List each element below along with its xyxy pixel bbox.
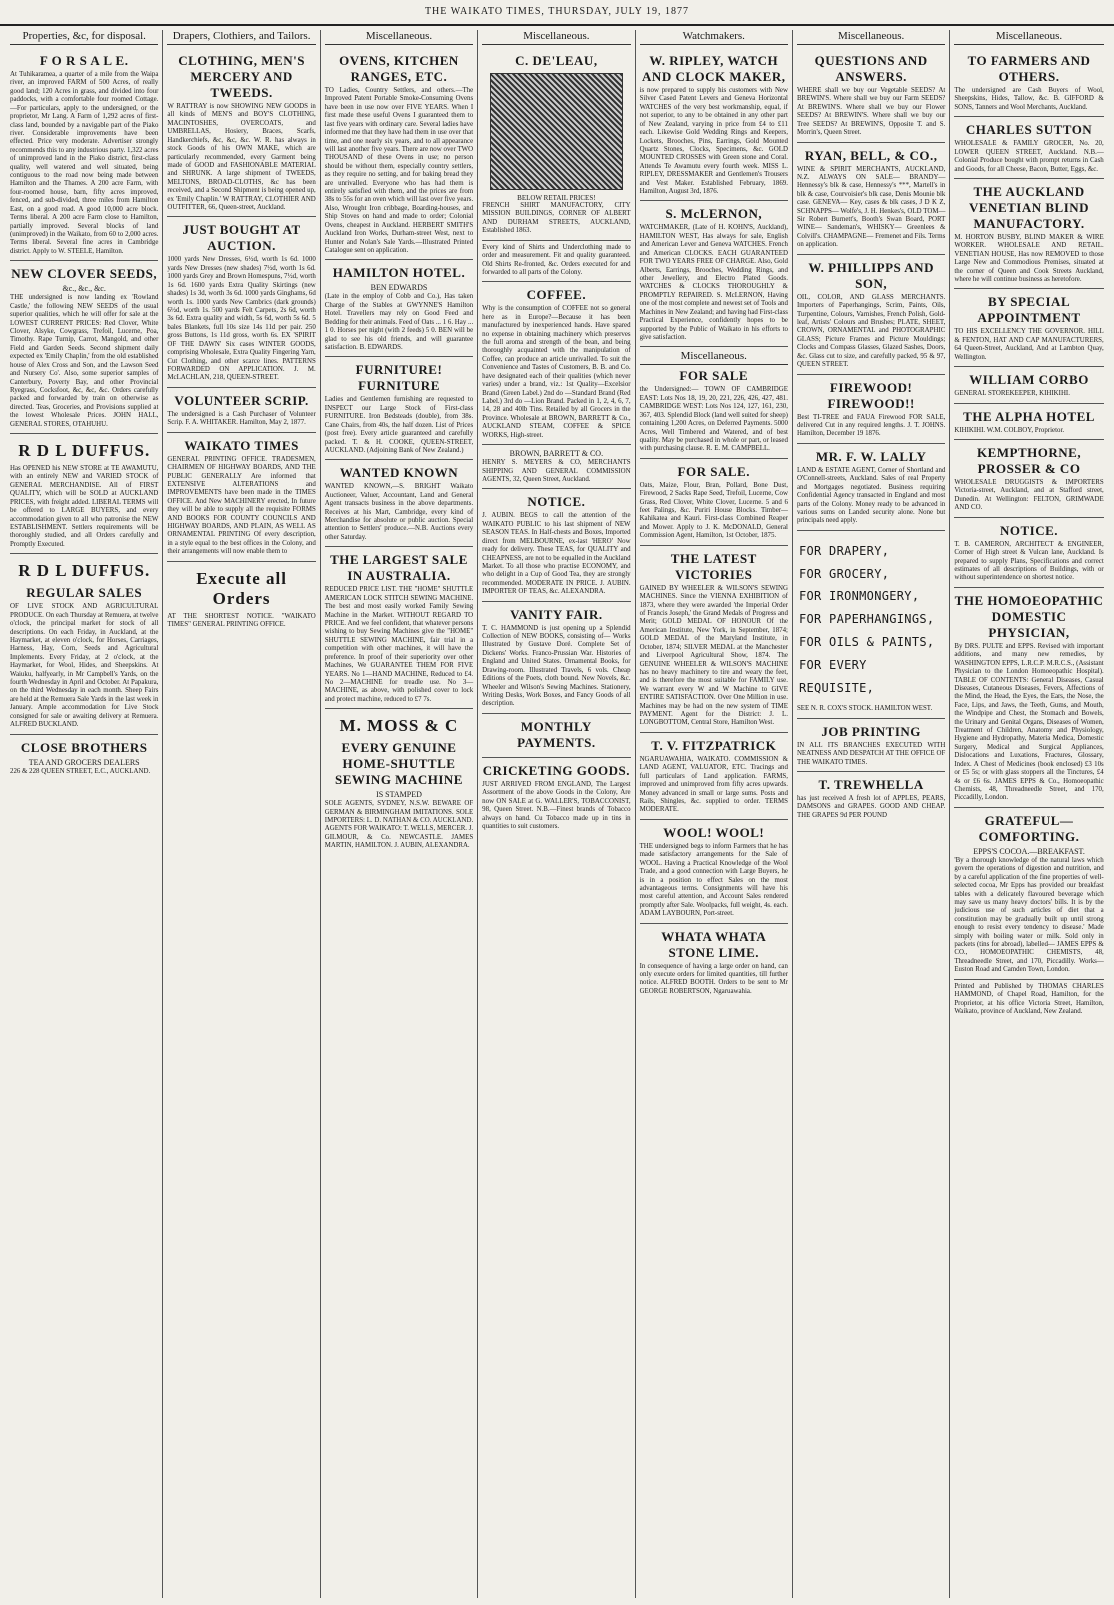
ad-title: RYAN, BELL, & CO., [804, 147, 938, 163]
ad-title: NOTICE. [527, 494, 586, 510]
ad-title: VOLUNTEER SCRIP. [174, 392, 309, 408]
column-heading: Miscellaneous. [954, 30, 1103, 45]
ad-title: WOOL! WOOL! [663, 824, 765, 840]
ad-title: F O R S A L E. [39, 53, 129, 68]
shirt-engraving [490, 73, 622, 190]
ad-body: TO Ladies, Country Settlers, and others.—The Improved Patent Portable Smoke-Consuming Ovens have been in use now over FIVE YEARS. When I first made these useful Ovens I guaranteed them to last five years with ordinary care. Several ladies have informed me that they have had them in use over that time, and one nearly six years, and to all appearance will last another five years. There are now over TWO THOUSAND of these Ovens in use; no person should be without them, especially country settlers, as they require no setting, and for baking bread they are unrivalled. Everyone who has had them is entirely satisfied with them, and the prices are from 38s to 55s for an oven which will last over five years. Also, Wrought Iron cribbage, Boarding-houses, and Ship Stoves on hand and made to order; Colonial Ovens, cheapest in Auckland. HERBERT SMITH'S Auckland Iron Works, Durham-street West, next to Hunter and Nolan's Sale Yards.—Illustrated Printed Catalogue sent on application. [324, 87, 474, 255]
advertisement [10, 735, 158, 780]
ad-body: 'By a thorough knowledge of the natural laws which govern the operations of digestion and nutrition, and by a careful application of the fine properties of well-selected cocoa, Mr Epps has provided our breakfast tables with a delicately flavoured beverage which may save us many heavy doctors' bills. It is by the judicious use of such articles of diet that a constitution may be gradually built up until strong enough to resist every tendency to disease.' Made simply with boiling water or milk. Sold only in packets (tins for abroad), labelled— JAMES EPPS & CO., HOMOEOPATHIC CHEMISTS, 48, Threadneedle Street, and 170, Piccadilly. Works—Euston Road and Camden Town, London. [954, 856, 1104, 974]
display-line: FOR GROCERY, [798, 566, 890, 581]
advertisement [482, 445, 630, 489]
advertisement [325, 460, 473, 547]
advertisement [954, 117, 1103, 179]
ad-body: AT THE SHORTEST NOTICE. "WAIKATO TIMES" GENERAL PRINTING OFFICE. [167, 612, 316, 629]
ad-body: THE undersigned begs to inform Farmers that he has made satisfactory arrangements for the Sale of WOOL. Having a Practical Knowledge of the Wool Trade, and a good connection with Large Buyers, he is in a position to effect Sales on the most advantageous terms. Consignments will have his most careful attention, and Account Sales rendered promptly after Sale. Woolpacks, full weight, 4s. each. ADAM LAYBOURN, Port-street. [639, 842, 788, 918]
columns [6, 30, 1108, 1598]
advertisement [954, 518, 1103, 588]
ad-title: KEMPTHORNE, PROSSER & CO [976, 445, 1082, 477]
ad-body: Printed and Published by THOMAS CHARLES HAMMOND, of Chapel Road, Hamilton, for the Proprietor, at his office Victoria Street, Hamilton, Waikato, province of Auckland, New Zealand. [954, 982, 1104, 1015]
ad-display-title: R D L DUFFUS. [18, 561, 151, 581]
ad-body: Why is the consumption of COFFEE not so general here as in Europe?—Because it has been manufactured by inexperienced hands. Have spared no expense in obtaining machinery which preserves the full aroma and strength of the bean, and being thoroughly acquainted with the manipulation of Coffee, can produce an article unrivalled. To suit the Convenience and Tastes of Customers, B. B. and Co. have designated each of their qualities (which never varies) under a brand, viz.: 1st Quality—Excelsior Brand (Green Label.) 2nd do —Standard Brand (Red Label.) 3rd do —Lion Brand. Packed in 1, 2, 4, 6, 7, 14, 28 and 40lb Tins. Retailed by all Grocers in the Province. Wholesale at BROWN, BARRETT & Co., AUCKLAND STEAM, COFFEE & SPICE WORKS, High-street. [482, 305, 631, 439]
column-heading: Miscellaneous. [482, 30, 630, 45]
advertisement [797, 719, 945, 772]
ad-body: WHERE shall we buy our Vegetable SEEDS? At BREWIN'S. Where shall we buy our Farm SEEDS? At BREWIN'S. Where shall we buy our Flower SEEDS? At BREWIN'S. Where shall we buy our Tree SEEDS? At BREWIN'S, Opposite T. and S. Morrin's, Queen Street. [796, 87, 946, 137]
ad-body: WATCHMAKER, (Late of H. KOHN'S, Auckland), HAMILTON WEST, Has always for sale, English and American Lever and Geneva WATCHES. French and American CLOCKS. EACH GUARANTEED FOR TWO YEARS FREE OF CHARGE. Also, Gold Alberts, Earrings, Brooches, Wedding Rings, and other Jewellery, and Electro Plated Goods. WATCHES & CLOCKS THOROUGHLY & PROMPTLY REPAIRED. S. McLERNON, Having one of the most complete and newest set of Tools and Machines in New Zealand; and having had First-class Practical Experience, confidently hopes to be supported by the Public of Waikato in his efforts to give satisfaction. [639, 224, 788, 341]
ad-subtitle: BROWN, BARRETT & CO. [509, 449, 604, 459]
advertisement [482, 241, 630, 283]
advertisement [325, 547, 473, 709]
ad-title: NOTICE. [1000, 522, 1059, 538]
advertisement [10, 554, 158, 734]
advertisement [954, 179, 1103, 290]
display-line: FOR OILS & PAINTS, [798, 634, 935, 649]
ad-body: GENERAL PRINTING OFFICE. TRADESMEN, CHAIRMEN OF HIGHWAY BOARDS, AND THE PUBLIC GENERALLY Are informed that EXTENSIVE ALTERATIONS and IMPROVEMENTS have been made in the TIMES OFFICE. And New MACHINERY erected, In future they will be able to supply all the requisite FORMS AND BOOKS FOR COUNTY COUNCILS AND HIGHWAY BOARDS, AND PLAIN, AS WELL AS ORNAMENTAL PRINTING Of every description, in a style equal to the best offices in the Colony, and their arrangements will now enable them to [167, 455, 316, 556]
ad-subtitle: &c., &c., &c. [62, 284, 106, 294]
ad-title: JOB PRINTING [821, 723, 921, 739]
advertisement [640, 48, 788, 201]
ad-body: WINE & SPIRIT MERCHANTS, AUCKLAND, N.Z. ALWAYS ON SALE— BRANDY— Hennessy's blk & case, Hennessy's ***, Martell's in blk & case, Courvoisier's blk case, Denis Mounie blk case. GENEVA— Key, cases & blk cases, J D K Z, SCHNAPPS— Wolfe's, J. H. Henkes's, OLD TOM— Sir Robert Burnett's, Booth's Swan Board, PORT WINE— Sandeman's, WHISKY— Greenlees & Colvill's. CHAMPAGNE— Fremenet and Fils. Terms on application. [796, 165, 946, 249]
advertisement [954, 588, 1103, 808]
advertisement [167, 562, 315, 634]
ad-subtitle: IS STAMPED [376, 790, 422, 800]
advertisement [797, 772, 945, 824]
ad-body: the Undersigned:— TOWN OF CAMBRIDGE EAST: Lots Nos 18, 19, 20, 221, 226, 426, 427, 481. CAMBRIDGE WEST: Lots Nos 124, 127, 161, 230, 367, 403. Splendid Block (land well suited for sheep) containing 1,200 Acres, on Deferred Payments. 5000 Acres, Well Timbered and Watered, and of best quality. May be purchased in whole or part, or leased with purchasing clause. R. E. M. CAMPBELL. [639, 386, 788, 453]
ad-body: WHOLESALE & FAMILY GROCER, No. 20, LOWER QUEEN STREET, Auckland. N.B.—Colonial Produce bought with prompt returns in Cash and Goods, for all Cheese, Bacon, Butter, Eggs, &c. [954, 140, 1104, 173]
column-3 [321, 30, 478, 1598]
ad-title: FOR SALE. [677, 463, 750, 479]
column-7 [950, 30, 1107, 1598]
advertisement [954, 808, 1103, 980]
ad-subtitle: TEA AND GROCERS DEALERS [28, 757, 140, 767]
ad-body: 226 & 228 QUEEN STREET, E.C., AUCKLAND. [10, 767, 151, 775]
advertisement [954, 440, 1103, 518]
ad-title: THE ALPHA HOTEL [963, 408, 1095, 424]
ad-title: TO FARMERS AND OTHERS. [967, 53, 1091, 84]
display-line: FOR EVERY REQUISITE, [798, 657, 875, 695]
ad-title: HAMILTON HOTEL. [332, 265, 466, 281]
ad-title: S. McLERNON, [665, 206, 763, 222]
ad-title: VANITY FAIR. [510, 606, 603, 622]
ad-title: BY SPECIAL APPOINTMENT [977, 294, 1081, 326]
ad-body: In consequence of having a large order on hand, can only execute orders for limited quantities, till further notice. ALFRED BOOTH. Orders to be sent to Mr GEORGE ROBERTSON, Ngaruawahia. [639, 962, 788, 995]
advertisement [482, 282, 630, 445]
advertisement [797, 255, 945, 375]
advertisement [10, 434, 158, 554]
ad-body: T. C. HAMMOND is just opening up a Splendid Collection of NEW BOOKS, consisting of— Works Illustrated by Gustave Doré. Complete Set of Dickens' Works. Franco-Prussian War. Histories of England and United States. Ornamental Books, for Drawing-room. Illustrated Travels, 6 vols. Cheap Editions of the Poets, cloth bound. New Novels, &c. Wheeler and Wilson's Sewing Machines. Stationery, Writing Desks, Work Boxes, and Fancy Goods of all description. [482, 624, 631, 708]
ad-body: OIL, COLOR, AND GLASS MERCHANTS. Importers of Paperhangings, Scrim, Paints, Oils, Turpentine, Colours, Varnishes, French Polish, Gold-leaf, Artists' Colours and Brushes; PLATE, SHEET, CROWN, ORNAMENTAL and PHOTOGRAPHIC GLASS; Picture Frames and Picture Mouldings; Clocks and Compass Glasses, Glazed Sashes, Doors, &c. Glass cut to size, and carefully packed, 95 & 97, QUEEN STREET. [796, 293, 946, 369]
ad-title: FURNITURE! FURNITURE [355, 362, 443, 394]
advertisement [482, 714, 630, 758]
ad-body: KIHIKIHI. W.M. COLBOY, Proprietor. [954, 426, 1065, 434]
ad-body: IN ALL ITS BRANCHES EXECUTED WITH NEATNESS AND DESPATCH AT THE OFFICE OF THE WAIKATO TIMES. [796, 741, 946, 766]
ad-body: The undersigned are Cash Buyers of Wool, Sheepskins, Hides, Tallow, &c. B. GIFFORD & SONS, Tanners and Wool Merchants, Auckland. [954, 87, 1104, 111]
ad-display-title: R D L DUFFUS. [18, 441, 151, 461]
advertisement [797, 444, 945, 531]
ad-title: THE AUCKLAND VENETIAN BLIND MANUFACTORY. [969, 183, 1090, 231]
ad-body: WANTED KNOWN,—S. BRIGHT Waikato Auctioneer, Valuer, Accountant, Land and General Agent transacts business in the above departments. Receives at his Mart, Cambridge, every kind of Merchandise for absolute or public auction. Special attention to Settlers' produce.—N.B. Auctions every other Saturday. [324, 483, 474, 541]
advertisement [797, 143, 945, 255]
display-line: FOR PAPERHANGINGS, [798, 612, 935, 627]
ad-body: 1000 yards New Dresses, 6½d, worth 1s 6d. 1000 yards New Dresses (new shades) 7½d, worth 1s 6d. 1000 yards Grey and Brown Homespuns, 7½d, worth 1s 6d. 1600 yards Extra Quality Skirtings (new shades) 1s 3d, worth 3s 6d. 1000 yards Ginghams, 6d worth 1s. 1000 yards New Cambrics (dark grounds) 6½d, worth 1s. 500 yards Felt Carpets, 2s 6d, worth 3s 6d. Extra quality and width, 5s 6d, worth 5s 6d. 5 bales Blankets, full 10s size 14s 11d per pair. 250 gross Buttons, 1s 11d gross, worth 6s. EX 'SPIRIT OF THE DAWN' Six cases WINTER GOODS, comprising Wholesale, Extra Quality Fingering Yarn, Cut Clothing, and other scarce lines. PATTERNS FORWARDED ON APPLICATION. J. M. McLACHLAN, 218, QUEEN-STREET. [167, 256, 316, 382]
ad-title: CRICKETING GOODS. [482, 762, 630, 778]
advertisement [325, 357, 473, 460]
ad-body: REDUCED PRICE LIST. THE "HOME" SHUTTLE AMERICAN LOCK STITCH SEWING MACHINE. The best and most easily worked Family Sewing Machine in the Market. WITHOUT REGARD TO PRICE. And we feel confident, that whatever persons wishing to buy Sewing Machines give the "HOME" SHUTTLE SEWING MACHINE, fair trial in a competition with other machines, it will have the preference. In proof of their superiority over other Machines, We GUARANTEE THEM FOR FIVE YEARS. No 1—HAND MACHINE, Reduced to £4. No 2—MACHINE for treadle use. No 3—MACHINE, as above, with polished cover to lock and protect machine, reduced to £7 7s. [324, 586, 474, 703]
ad-body: SOLE AGENTS, SYDNEY, N.S.W. BEWARE OF GERMAN & BIRMINGHAM IMITATIONS. SOLE IMPORTERS: L. D. NATHAN & CO. AUCKLAND. AGENTS FOR WAIKATO: T. WELLS, MERCER. J. GILMOUR, & Co. NEWCASTLE. JAMES MARTIN, HAMILTON. J. AUBIN, ALEXANDRA. [324, 800, 474, 850]
ad-body: M. HORTON BUSBY, BLIND MAKER & WIRE WORKER. WHOLESALE AND RETAIL. VENETIAN HOUSE, Has now REMOVED to those Large New and Commodious Premises, situated at the corner of Queen and Cook Streets Auckland, where he will continue business as heretofore. [954, 233, 1104, 284]
ad-title: THE HOMOEOPATHIC DOMESTIC PHYSICIAN, [954, 592, 1104, 640]
advertisement [797, 48, 945, 143]
ad-body: Every kind of Shirts and Underclothing made to order and measurement. Fit and quality guaranteed. Old Shirts Re-fronted, &c. Orders executed for and forwarded to all parts of the Colony. [482, 243, 631, 276]
display-line: FOR DRAPERY, [798, 543, 890, 558]
advertisement [640, 733, 788, 820]
ad-title: T. TREWHELLA [818, 777, 924, 793]
column-heading: Watchmakers. [640, 30, 788, 45]
display-line: FOR IRONMONGERY, [798, 589, 920, 604]
ad-title: MR. F. W. LALLY [815, 448, 927, 464]
ad-title: CLOTHING, MEN'S MERCERY AND TWEEDS. [178, 53, 305, 100]
column-heading: Miscellaneous. [325, 30, 473, 45]
ad-body: HENRY S. MEYERS & CO, MERCHANTS SHIPPING AND GENERAL COMMISSION AGENTS, 32, Queen Street, Auckland. [482, 459, 631, 483]
ad-body: GAINED BY WHEELER & WILSON'S SEWING MACHINES. Since the VIENNA EXHIBITION of 1873, where they were awarded 'the Imperial Order of Francis Joseph,' the Grand Medals of Progress and Merit; GOLD MEDAL OF HONOUR Of the American Institute, New York, in September, 1874; GOLD MEDAL of the Maryland Institute, in October, 1874; SILVER MEDAL at the Manchester and Liverpool Agricultural Show, 1874. The GENUINE WHEELER & WILSON'S MACHINE has no heavy machinery to tire and weary the feet, and is therefore the most suitable for FAMILY use. We warrant every W and W Machine to GIVE ENTIRE SATISFACTION. Over One Million in use. Machines may be had on the new system of TIME PAYMENT. Agent for the District: J. L. LONGBOTTOM, Central Store, Hamilton West. [639, 584, 788, 727]
ad-title: COFFEE. [526, 287, 587, 303]
ad-title: WILLIAM CORBO [969, 372, 1089, 388]
ad-title: REGULAR SALES [26, 585, 143, 601]
ad-title: CHARLES SUTTON [965, 122, 1093, 138]
ad-body: At Tuhikaramea, a quarter of a mile from the Waipa river, an improved FARM of 500 Acres, of really good land; 120 Acres in grass, and divided into four paddocks, with a comfortable four roomed Cottage.—For particulars, apply to the undersigned, or the proprietor, Mr Lang. A Farm of 1,292 acres of first-class land, bounded by a navigable part of the Piako river. Considerable improvements have been effected. Price very moderate. Advertiser strongly recommends this to any industrious party. 1,322 acres of unimproved land in the Piako district, first-class quality, well watered and well situated, being contiguous to the road now being made between Hamilton and the Thames. A 200 acre Farm, with four-roomed house, barn, fifty acres improved, fenced, and sub-divided, three miles from Hamilton East, on a good road. A good 10,000 acre block. Terms liberal. A 200 acre Farm close to Hamilton, partially improved. Several blocks of land (unimproved) in the Waikato, from 60 to 2,000 acres. Terms liberal. Several fine acres in Cambridge district. Apply to W. STEELE, Hamilton. [10, 71, 159, 255]
ad-title: W. PHILLIPPS AND SON, [808, 259, 934, 291]
advertisement [482, 489, 630, 601]
advertisement [10, 48, 158, 261]
advertisement [167, 433, 315, 562]
column-6 [793, 30, 950, 1598]
ad-body: (Late in the employ of Cobb and Co.), Has taken Charge of the Stables at GWYNNE'S Hamilton Hotel. Travellers may rely on Good Feed and Bedding for their animals. Feed of Oats ... 1 6. Hay ... 1 0. Horses per night (with 2 feeds) 5 0. BEN will be glad to see his old friends, and will guarantee satisfaction. B. EDWARDS. [324, 293, 474, 351]
ad-title: FOR SALE [679, 368, 749, 384]
ad-title: OVENS, KITCHEN RANGES, ETC. [339, 53, 459, 84]
ad-subtitle: BEN EDWARDS [370, 283, 428, 293]
ad-body: FRENCH SHIRT MANUFACTORY, CITY MISSION BUILDINGS, CORNER OF ALBERT AND DURHAM STREETS, AUCKLAND, Established 1863. [482, 202, 631, 235]
advertisement [10, 261, 158, 434]
advertisement [954, 48, 1103, 117]
display-lines [797, 534, 945, 706]
ad-body: has just received A fresh lot of APPLES, PEARS, DAMSONS and GRAPES. GOOD AND CHEAP. THE GRAPES 9d PER POUND [796, 795, 946, 819]
ad-title: W. RIPLEY, WATCH AND CLOCK MAKER, [642, 53, 786, 84]
ad-body: J. AUBIN. BEGS to call the attention of the WAIKATO PUBLIC to his last shipment of NEW SEASON TEAS. In Half-chests and Boxes, Imported direct from MELBOURNE, ex-last 'HERO' Now ready for delivery. These TEAS, for QUALITY and CHEAPNESS, are not to be equalled in the Auckland Market. To all those who practise ECONOMY, and who delight in a Cup of Good Tea, they are strongly recommended. MODERATE IN PRICE. J. AUBIN. IMPORTER OF TEAS, &c. ALEXANDRA. [482, 512, 631, 596]
ad-body: The undersigned is a Cash Purchaser of Volunteer Scrip. F. A. WHITAKER. Hamilton, May 2, 1877. [167, 410, 316, 427]
ad-title: THE LATEST VICTORIES [670, 550, 757, 582]
advertisement [797, 375, 945, 444]
ad-title: WAIKATO TIMES [184, 437, 299, 453]
advertisement [640, 459, 788, 546]
advertisement [640, 546, 788, 733]
ad-body: JUST ARRIVED FROM ENGLAND, The Largest Assortment of the above Goods in the Colony, Are now ON SALE at G. WALLER'S, TOBACCONIST, 98, Queen Street. N.B.—Finest brands of Tobacco always on hand. Cu Tobacco made up in tins in quantities to suit customers. [482, 780, 631, 830]
ad-body: Ladies and Gentlemen furnishing are requested to INSPECT our Large Stock of First-class FURNITURE. Iron Bedsteads (double), from 38s. Cane Chairs, from 40s, the half dozen. List of Prices (post free). Every article guaranteed and carefully packed. T. & H. COOKE, QUEEN-STREET, AUCKLAND. (Adjoining Bank of New Zealand.) [324, 396, 474, 454]
ad-title: THE LARGEST SALE IN AUSTRALIA. [330, 552, 468, 584]
ad-title: T. V. FITZPATRICK [651, 737, 777, 753]
advertisement [954, 980, 1103, 1021]
advertisement [482, 48, 630, 241]
ad-title: WANTED KNOWN [339, 465, 459, 481]
ad-title: MONTHLY PAYMENTS. [517, 718, 596, 750]
advertisement [325, 260, 473, 357]
advertisement [640, 347, 788, 458]
ad-body: NGARUAWAHIA, WAIKATO. COMMISSION & LAND AGENT, VALUATOR, ETC. Tracings and full particulars of Land application. FARMS, improved and unimproved from fifty acres upwards. Money advanced in small or large sums. Posts and Rails, Shingles, &c. supplied to order. TERMS MODERATE. [639, 755, 788, 814]
column-2 [163, 30, 320, 1598]
ad-title: NEW CLOVER SEEDS, [11, 266, 158, 282]
ad-title: C. DE'LEAU, [515, 53, 598, 68]
ad-display-title: M. MOSS & C [339, 716, 459, 736]
section-heading: Miscellaneous. [640, 350, 788, 365]
ad-title: QUESTIONS AND ANSWERS. [814, 53, 928, 84]
advertisement [482, 602, 630, 714]
column-5 [636, 30, 793, 1598]
ad-body: Has OPENED his NEW STORE at TE AWAMUTU, with an entirely NEW and VARIED STOCK of GENERAL MERCHANDISE. All of FIRST QUALITY, which will be SOLD at AUCKLAND PRICES, with freight added. LIBERAL TERMS will be offered to LARGE BUYERS, and every accommodation given to all who patronise the NEW ESTABLISHMENT. Settlers requirements will be thoroughly studied, and all Orders carefully and Promptly Executed. [10, 465, 159, 548]
ad-title: CLOSE BROTHERS [20, 739, 148, 755]
ad-body: THE undersigned is now landing ex 'Rowland Castle,' the following NEW SEEDS of the usual superior qualities, which he will offer for sale at the LOWEST CURRENT PRICES: Red Clover, White Clover, Alsyke, Cowgrass, Trefoil, Lucerne, Poa, Timothy. Rape Turnip, Carrot, Mangold, and other Field and Garden Seeds. Second shipment daily expected ex 'Emily Chaplin,' from the old established house of Alex Cross and Son, and the Lawson Seed and Nursery Co'. Also, some superior samples of Canterbury, Poverty Bay, and other Provincial Ryegrass, Cocksfoot, &c, &c, &c. Orders carefully packed and forwarded by train on otherwise as directed. Teas, Groceries, and Provisions supplied at the lowest Wholesale Prices. JOHN HALL, GENERAL STORES, OTAHUHU. [10, 294, 159, 428]
ad-display-title: Execute all Orders [196, 568, 287, 608]
ad-body: T. B. CAMERON, ARCHITECT & ENGINEER, Corner of High street & Vulcan lane, Auckland. Is prepared to supply Plans, Specifications and correct estimates of all descriptions of Buildings, with or without superintendence on shortest notice. [954, 540, 1104, 582]
advertisement [325, 48, 473, 260]
advertisement [167, 48, 315, 217]
column-4 [478, 30, 635, 1598]
ad-subtitle: EPPS'S COCOA.—BREAKFAST. [973, 846, 1085, 856]
ad-title: GRATEFUL—COMFORTING. [978, 812, 1080, 844]
ad-body: SEE N. R. COX'S STOCK. HAMILTON WEST. [796, 705, 933, 713]
advertisement [167, 217, 315, 387]
advertisement [954, 404, 1103, 440]
advertisement [482, 758, 630, 836]
ad-body: Oats, Maize, Flour, Bran, Pollard, Bone Dust, Firewood, 2 Sacks Rape Seed, Trefoil, Lucerne, Cow Grass, Red Clover, White Clover, Lucerne. 5 and 6 feet Palings, &c. Puriri House Blocks. Timber—Kahikatea and Kauri. First-class Combined Reaper and Mower. Apply to J. K. McDONALD, General Commission Agent, Hamilton, 1st October, 1875. [639, 481, 788, 540]
ad-body: WHOLESALE DRUGGISTS & IMPORTERS Victoria-street, Auckland, and at Stafford street, Dunedin. At Wellington: FELTON, GRIMWADE AND CO. [954, 479, 1104, 512]
column-heading: Drapers, Clothiers, and Tailors. [167, 30, 315, 45]
advertisement [954, 289, 1103, 367]
ad-body: is now prepared to supply his customers with New Silver Cased Patent Levers and Geneva Horizontal WATCHES of the very best workmanship, equal, if not superior, to any to be obtained in any other part of New Zealand, varying in price from £4 to £11 each. Likewise Gold Wedding Rings and Keepers, Lockets, Brooches, Pins, Earrings, Gold Mounted Quartz Stones, Clocks, Specimens, &c. GOLD MOUNTED CROSSES with Green stone and Coral. Attends Te Awamutu every fourth week. MISS L. RIPLEY, DRESSMAKER and Gentlemen's Trousers and Vest Maker. Established February, 1869. Hamilton, August 3rd, 1876. [639, 87, 788, 196]
column-1 [6, 30, 163, 1598]
column-heading: Properties, &c, for disposal. [10, 30, 158, 45]
ad-title: JUST BOUGHT AT AUCTION. [182, 222, 301, 254]
advertisement [797, 531, 945, 719]
column-heading: Miscellaneous. [797, 30, 945, 45]
ad-title: WHATA WHATA STONE LIME. [661, 928, 767, 960]
advertisement [325, 709, 473, 855]
ad-title: EVERY GENUINE HOME-SHUTTLE SEWING MACHINE [334, 740, 463, 788]
ad-body: LAND & ESTATE AGENT, Corner of Shortland and O'Connell-streets, Auckland. Sales of real Property and Mortgages negotiated. Business requiring Confidential Agency transacted in England and most parts of the Colony. Money ready to be advanced in various sums on Landed security alone. None but principals need apply. [796, 466, 946, 525]
advertisement [640, 820, 788, 924]
ad-body: Best TI-TREE and FAUA Firewood FOR SALE, delivered Cut in any required lengths. J. T. JOHNS. Hamilton, December 19 1876. [796, 413, 946, 438]
ad-body: TO HIS EXCELLENCY THE GOVERNOR. HILL & FENTON, HAT AND CAP MANUFACTURERS, 64 Queen-Street, Auckland, And at Lambton Quay, Wellington. [954, 328, 1104, 361]
advertisement [954, 367, 1103, 403]
ad-body: OF LIVE STOCK AND AGRICULTURAL PRODUCE. On each Thursday at Remuera, at twelve o'clock, the principal market for stock of all descriptions. On each Friday, in Auckland, at the Haymarket, at eleven o'clock, for Horses, Carriages, Harness, Hay, Corn, Seeds and Agricultural Implements. Every Friday, at 2 o'clock, at the Haymarket, for Wool, Hides, and Sheepskins. At Waiuku, halfyearly, in Mr Campbell's Yards, on the fourth Wednesday in April and October. At Papakura, on the third Wednesday in each month. Sheep Fairs are held at the Remuera Sale Yards in the last week in January. Ample accommodation for Live Stock consigned for sale or awaiting delivery at Remuera. ALFRED BUCKLAND. [10, 603, 159, 729]
ad-body: By DRS. PULTE and EPPS. Revised with important additions, and many new remedies, by WASHINGTON EPPS, L.R.C.P. M.R.C.S., (Assistant Physician to the London Homoeopathic Hospital). TABLE OF CONTENTS: General Diseases, Casual Diseases, Cutaneous Diseases, Fevers, Affections of the Mind, the Head, the Eyes, the Ears, the Nose, the Face, Lips, and Jaws, the Teeth, Gums, and Mouth, the Windpipe and Chest, the Stomach and Bowels, the Urinary and Genital Organs, Diseases of Women, Treatment of Children, Anatomy and Physiology, Hygiene and Hydropathy, Materia Medica, Domestic Surgery, Medical and Surgical Appliances, Dislocations and Luxations, Fractures, Glossary, Index. A Chest of Medicines (book enclosed) £3 10s or £5 5s; or with glass stoppers all the Tinctures, £4 4s or £6 6s. JAMES EPPS & Co., Homoeopathic Chemists, 48, Threadneedle Street, and 170, Piccadilly, London. [954, 642, 1104, 802]
ad-title: FIREWOOD! FIREWOOD!! [827, 379, 915, 411]
advertisement [640, 201, 788, 347]
masthead: THE WAIKATO TIMES, THURSDAY, JULY 19, 1877 [0, 0, 1114, 26]
advertisement [640, 924, 788, 1001]
ad-body: W RATTRAY is now SHOWING NEW GOODS in all kinds of MEN'S and BOY'S CLOTHING, MACINTOSHES, OVERCOATS, and UMBRELLAS, Hosiery, Braces, Scarfs, Handkerchiefs, &c, &c, &c. W. R. has always in stock Goods of his OWN MAKE, which are particularly recommended, every Garment being made of GOOD and FASHIONABLE MATERIAL and SHRUNK. A large shipment of TWEEDS, MELTONS, BROAD-CLOTHS, &c has been received, and a Second Shipment is being opened up, ex 'Emily Chaplin.' W RATTRAY, CLOTHIER AND OUTFITTER, 66, Queen-street, Auckland. [167, 103, 316, 212]
advertisement [167, 388, 315, 433]
ad-body: GENERAL STOREKEEPER, KIHIKIHI. [954, 390, 1070, 398]
engraving-caption: BELOW RETAIL PRICES! [517, 194, 596, 202]
